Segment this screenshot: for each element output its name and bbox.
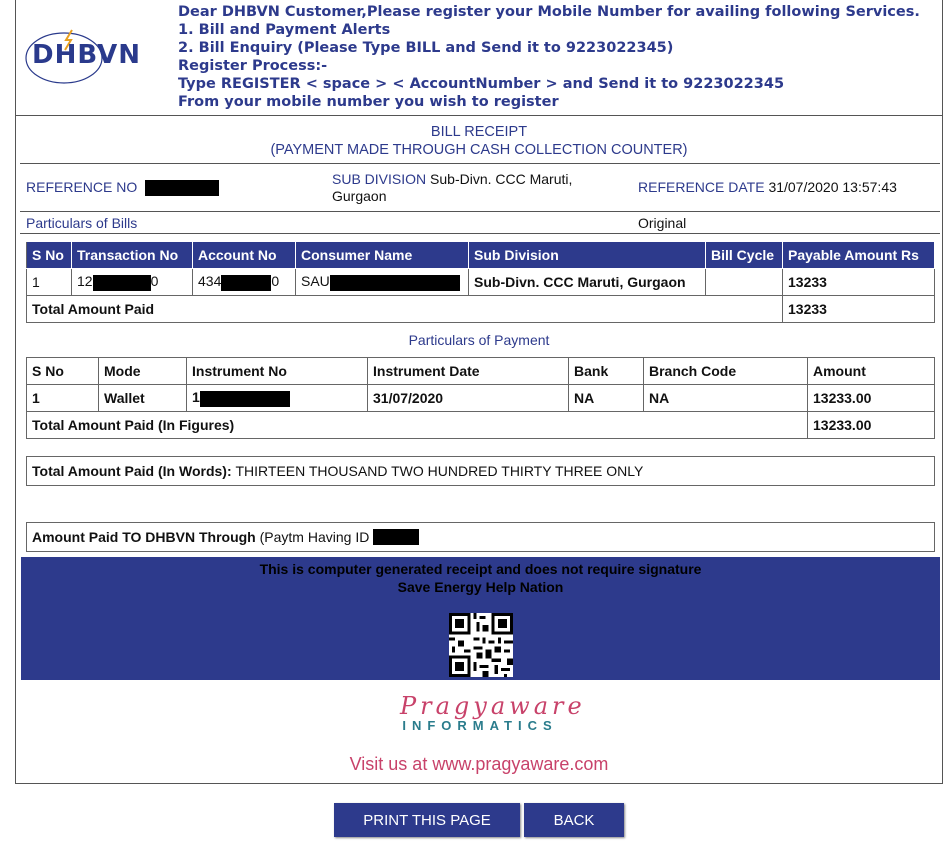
redacted-block: [200, 391, 290, 407]
payment-header-row: [27, 358, 935, 385]
payment-table: [26, 357, 935, 439]
words-label: Total Amount Paid (In Words):: [32, 463, 232, 479]
cell-sub-division: Sub-Divn. CCC Maruti, Gurgaon: [469, 269, 706, 296]
notice-line: Register Process:-: [178, 58, 328, 74]
notice-line: Type REGISTER < space > < AccountNumber > and Send it to 9223022345: [178, 76, 785, 92]
col-header: Consumer Name: [296, 242, 469, 269]
total-value: 13233: [783, 296, 935, 323]
notice-line: 1. Bill and Payment Alerts: [178, 22, 391, 38]
divider: [20, 163, 940, 164]
cell-sno: 1: [27, 269, 72, 296]
dhbvn-logo: [24, 26, 144, 90]
col-header: Transaction No: [72, 242, 193, 269]
cell-instrument-date: 31/07/2020: [368, 385, 569, 412]
col-header: Mode: [99, 358, 187, 385]
table-row: [27, 269, 935, 296]
amount-in-words: [26, 456, 935, 486]
col-header: Instrument No: [187, 358, 368, 385]
cell-amount: 13233.00: [808, 385, 935, 412]
receipt-title: BILL RECEIPT: [430, 124, 528, 140]
receipt-footer: [21, 557, 940, 680]
bills-header-row: [27, 242, 935, 269]
copy-label: Original: [638, 215, 687, 231]
instrument-prefix: 1: [192, 389, 200, 406]
redacted-block: [221, 275, 271, 291]
reference-date-value: 31/07/2020 13:57:43: [768, 179, 897, 195]
col-header: Branch Code: [644, 358, 808, 385]
registration-notice: [178, 3, 920, 111]
cell-branch-code: NA: [644, 385, 808, 412]
sub-division-value: Sub-Divn. CCC Maruti,: [430, 171, 573, 187]
total-figures-label: Total Amount Paid (In Figures): [27, 412, 808, 439]
logo-text: DHBVN: [32, 40, 141, 70]
account-prefix: 434: [198, 273, 222, 290]
notice-line: Dear DHBVN Customer,Please register your Mobile Number for availing following Services.: [178, 4, 920, 20]
col-header: Payable Amount Rs: [783, 242, 935, 269]
sub-division: [332, 171, 572, 205]
divider: [20, 233, 940, 234]
qr-code: [449, 613, 513, 677]
consumer-prefix: SAU: [301, 273, 330, 290]
through-value: (Paytm Having ID: [259, 529, 370, 545]
cell-transaction-no: [72, 269, 193, 296]
payment-total-row: [27, 412, 935, 439]
notice-line: 2. Bill Enquiry (Please Type BILL and Send it to 9223022345): [178, 40, 674, 56]
bills-table: [26, 241, 935, 323]
cell-consumer-name: [296, 269, 469, 296]
divider: [20, 211, 940, 212]
pragyaware-logo: [400, 692, 586, 742]
cell-instrument-no: [187, 385, 368, 412]
bills-total-row: [27, 296, 935, 323]
transaction-suffix: 0: [150, 273, 159, 290]
reference-date-label: REFERENCE DATE: [638, 179, 765, 195]
col-header: S No: [27, 358, 99, 385]
cell-amount: 13233: [783, 269, 935, 296]
transaction-prefix: 12: [77, 273, 93, 290]
redacted-block: [145, 180, 219, 196]
account-suffix: 0: [271, 273, 280, 290]
visit-link[interactable]: Visit us at www.pragyaware.com: [349, 754, 609, 774]
header: [15, 0, 943, 116]
reference-no: [26, 179, 219, 196]
cell-mode: Wallet: [99, 385, 187, 412]
sub-division-label: SUB DIVISION: [332, 171, 427, 187]
particulars-payment-label: Particulars of Payment: [408, 332, 550, 348]
footer-note: This is computer generated receipt and does not require signature: [259, 561, 702, 577]
reference-date: [638, 179, 897, 195]
redacted-block: [330, 275, 460, 291]
cell-bill-cycle: [706, 269, 783, 296]
paid-through: [26, 522, 935, 552]
print-button[interactable]: PRINT THIS PAGE: [334, 803, 520, 837]
words-value: THIRTEEN THOUSAND TWO HUNDRED THIRTY THREE ONLY: [235, 463, 644, 479]
cell-bank: NA: [569, 385, 644, 412]
through-label: Amount Paid TO DHBVN Through: [32, 529, 256, 545]
brand-name: Pragyaware: [400, 692, 586, 720]
footer-slogan: Save Energy Help Nation: [397, 579, 564, 595]
col-header: Bank: [569, 358, 644, 385]
redacted-block: [373, 529, 419, 545]
back-button[interactable]: BACK: [524, 803, 624, 837]
cell-account-no: [193, 269, 296, 296]
col-header: S No: [27, 242, 72, 269]
particulars-bills-label: Particulars of Bills: [26, 215, 138, 231]
sub-division-value-2: Gurgaon: [332, 188, 387, 204]
total-label: Total Amount Paid: [27, 296, 783, 323]
col-header: Instrument Date: [368, 358, 569, 385]
col-header: Amount: [808, 358, 935, 385]
brand-tagline: INFORMATICS: [402, 718, 558, 733]
col-header: Sub Division: [469, 242, 706, 269]
col-header: Bill Cycle: [706, 242, 783, 269]
cell-sno: 1: [27, 385, 99, 412]
redacted-block: [93, 275, 151, 291]
total-figures-value: 13233.00: [808, 412, 935, 439]
table-row: [27, 385, 935, 412]
notice-line: From your mobile number you wish to register: [178, 94, 559, 110]
col-header: Account No: [193, 242, 296, 269]
receipt-subtitle: (PAYMENT MADE THROUGH CASH COLLECTION COUNTER): [270, 142, 688, 158]
reference-no-label: REFERENCE NO: [26, 179, 138, 195]
